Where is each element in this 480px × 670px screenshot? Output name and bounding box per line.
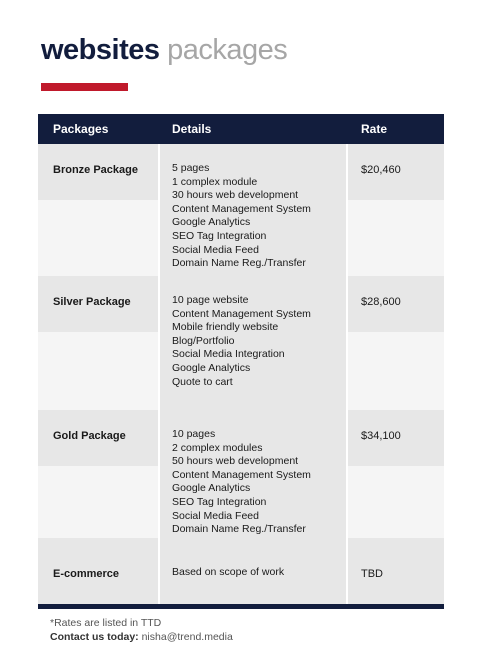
package-cell [38,538,158,604]
package-name: Bronze Package [53,164,138,176]
table-row [38,276,444,410]
detail-item: Google Analytics [172,216,251,229]
detail-item: Social Media Feed [172,243,259,256]
rate-cell [348,538,444,604]
package-cell [38,144,158,276]
rate-value: $20,460 [361,164,401,176]
detail-item: Google Analytics [172,482,251,495]
details-cell [160,144,346,276]
detail-item: 30 hours web development [172,189,299,202]
title-bold: websites [41,34,160,66]
table-bottom-bar [38,604,444,609]
detail-item: Content Management System [172,307,311,320]
table-row [38,144,444,276]
currency-note: *Rates are listed in TTD [50,617,162,629]
rate-cell [348,410,444,538]
detail-item: SEO Tag Integration [172,495,267,508]
table-row [38,538,444,604]
package-cell [38,410,158,538]
package-name: Silver Package [53,296,131,308]
details-cell [160,538,346,604]
rate-cell [348,144,444,276]
detail-item: Quote to cart [172,375,233,388]
detail-item: Content Management System [172,468,311,481]
detail-item: Social Media Integration [172,348,285,361]
package-cell [38,276,158,410]
details-cell [160,276,346,410]
rate-cell [348,276,444,410]
table-header [38,114,444,144]
contact-label: Contact us today: [50,631,139,643]
rate-value: $28,600 [361,296,401,308]
header-details: Details [172,122,212,136]
accent-bar [41,83,128,91]
header-rate: Rate [361,122,388,136]
page-title [41,32,287,68]
detail-item: 10 page website [172,294,249,306]
detail-item: Google Analytics [172,361,251,374]
detail-item: Blog/Portfolio [172,334,235,347]
header-packages: Packages [53,122,109,136]
detail-item: 50 hours web development [172,455,299,468]
detail-item: Social Media Feed [172,509,259,522]
detail-item: Content Management System [172,202,311,215]
details-cell [160,410,346,538]
package-name: Gold Package [53,430,126,442]
detail-item: 1 complex module [172,175,258,188]
detail-item: Based on scope of work [172,566,285,578]
package-name: E-commerce [53,568,120,580]
detail-item: Domain Name Reg./Transfer [172,523,306,536]
packages-table [38,114,444,604]
detail-item: 10 pages [172,428,216,440]
contact-line [50,631,233,643]
table-body [38,144,444,604]
detail-item: 2 complex modules [172,441,263,454]
table-row [38,410,444,538]
rate-value: $34,100 [361,430,401,442]
detail-item: Domain Name Reg./Transfer [172,257,306,270]
title-light: packages [167,34,288,66]
rate-value: TBD [361,568,383,580]
contact-email[interactable]: nisha@trend.media [141,631,233,643]
detail-item: Mobile friendly website [172,321,279,334]
detail-item: SEO Tag Integration [172,229,267,242]
detail-item: 5 pages [172,162,210,174]
